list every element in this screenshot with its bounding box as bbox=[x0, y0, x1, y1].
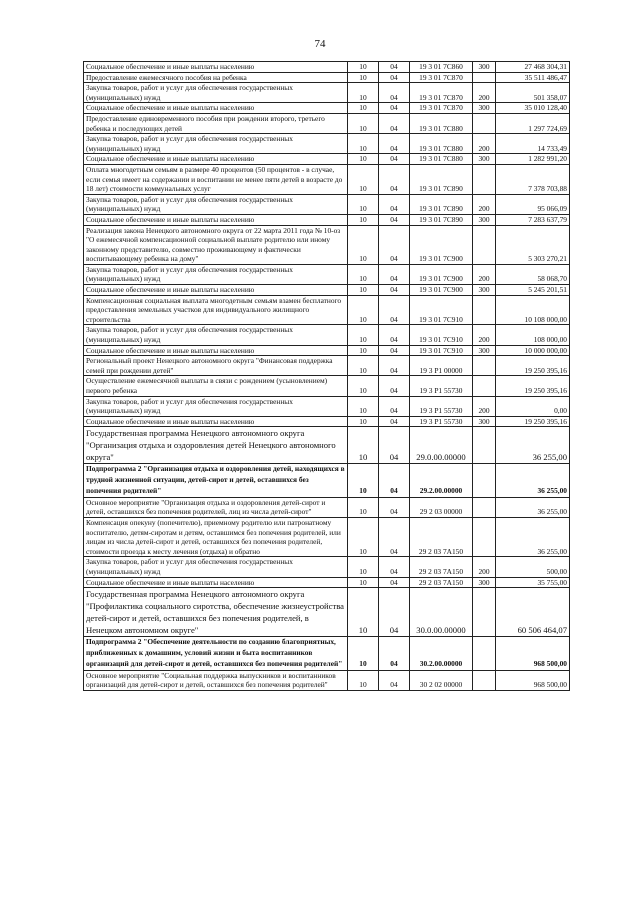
subsection-code: 04 bbox=[379, 264, 410, 284]
section-code: 10 bbox=[348, 416, 379, 427]
target-article-code: 19 3 01 7С870 bbox=[410, 72, 473, 83]
row-name: Региональный проект Ненецкого автономного округа "Финансовая поддержка семей при рождении детей" bbox=[84, 356, 348, 376]
expense-type-code: 200 bbox=[473, 83, 496, 103]
subsection-code: 04 bbox=[379, 345, 410, 356]
target-article-code: 29 2 03 00000 bbox=[410, 497, 473, 517]
expense-type-code: 200 bbox=[473, 325, 496, 345]
section-code: 10 bbox=[348, 72, 379, 83]
subsection-code: 04 bbox=[379, 225, 410, 264]
target-article-code: 19 3 01 7С880 bbox=[410, 134, 473, 154]
row-name: Компенсационная социальная выплата многодетным семьям взамен бесплатного предоставления земельных участков для индивидуального жилищного строительства bbox=[84, 295, 348, 325]
expense-type-code bbox=[473, 113, 496, 133]
table-row bbox=[84, 295, 570, 325]
table-row bbox=[84, 225, 570, 264]
target-article-code: 29 2 03 7А150 bbox=[410, 577, 473, 588]
amount: 0,00 bbox=[496, 396, 570, 416]
table-row bbox=[84, 637, 570, 670]
row-name: Предоставление единовременного пособия при рождении второго, третьего ребенка и последующих детей bbox=[84, 113, 348, 133]
row-name: Социальное обеспечение и иные выплаты населению bbox=[84, 577, 348, 588]
row-name: Компенсация опекуну (попечителю), приемному родителю или патронатному воспитателю, детям-сиротам и детям, оставшимся без попечения родителей, или лицам из числа детей-сирот и детей, оставшихся без попечения родителей, стоимости проезда к месту лечения (отдыха) и обратно bbox=[84, 517, 348, 556]
table-row bbox=[84, 113, 570, 133]
table-row bbox=[84, 164, 570, 194]
page-number: 74 bbox=[314, 38, 326, 50]
section-code: 10 bbox=[348, 264, 379, 284]
section-code: 10 bbox=[348, 356, 379, 376]
table-row bbox=[84, 83, 570, 103]
amount: 35 755,00 bbox=[496, 577, 570, 588]
subsection-code: 04 bbox=[379, 464, 410, 497]
row-name: Закупка товаров, работ и услуг для обеспечения государственных (муниципальных) нужд bbox=[84, 134, 348, 154]
table-row bbox=[84, 134, 570, 154]
amount: 60 506 464,07 bbox=[496, 588, 570, 637]
row-name: Закупка товаров, работ и услуг для обеспечения государственных (муниципальных) нужд bbox=[84, 557, 348, 577]
table-row bbox=[84, 264, 570, 284]
amount: 36 255,00 bbox=[496, 517, 570, 556]
amount: 5 245 201,51 bbox=[496, 285, 570, 296]
amount: 968 500,00 bbox=[496, 670, 570, 690]
expense-type-code: 300 bbox=[473, 214, 496, 225]
row-name: Государственная программа Ненецкого автономного округа "Профилактика социального сиротства, обеспечение жизнеустройства детей-сирот и детей, оставшихся без попечения родителей, в Ненецком автономном округе" bbox=[84, 588, 348, 637]
amount: 36 255,00 bbox=[496, 427, 570, 464]
table-row bbox=[84, 670, 570, 690]
table-row bbox=[84, 345, 570, 356]
subsection-code: 04 bbox=[379, 376, 410, 396]
section-code: 10 bbox=[348, 134, 379, 154]
target-article-code: 19 3 01 7С900 bbox=[410, 285, 473, 296]
target-article-code: 19 3 01 7С910 bbox=[410, 295, 473, 325]
subsection-code: 04 bbox=[379, 113, 410, 133]
target-article-code: 19 3 01 7С910 bbox=[410, 345, 473, 356]
expense-type-code bbox=[473, 376, 496, 396]
target-article-code: 19 3 P1 55730 bbox=[410, 396, 473, 416]
table-row bbox=[84, 62, 570, 73]
target-article-code: 30.0.00.00000 bbox=[410, 588, 473, 637]
row-name: Закупка товаров, работ и услуг для обеспечения государственных (муниципальных) нужд bbox=[84, 396, 348, 416]
table-row bbox=[84, 154, 570, 165]
target-article-code: 19 3 01 7С900 bbox=[410, 225, 473, 264]
table-row bbox=[84, 72, 570, 83]
expense-type-code: 300 bbox=[473, 416, 496, 427]
amount: 36 255,00 bbox=[496, 497, 570, 517]
table-row bbox=[84, 376, 570, 396]
section-code: 10 bbox=[348, 497, 379, 517]
row-name: Закупка товаров, работ и услуг для обеспечения государственных (муниципальных) нужд bbox=[84, 194, 348, 214]
row-name: Основное мероприятие "Организация отдыха и оздоровления детей-сирот и детей, оставшихся без попечения родителей, лиц из числа детей-сирот" bbox=[84, 497, 348, 517]
subsection-code: 04 bbox=[379, 194, 410, 214]
section-code: 10 bbox=[348, 464, 379, 497]
section-code: 10 bbox=[348, 396, 379, 416]
subsection-code: 04 bbox=[379, 577, 410, 588]
amount: 35 511 486,47 bbox=[496, 72, 570, 83]
amount: 36 255,00 bbox=[496, 464, 570, 497]
subsection-code: 04 bbox=[379, 83, 410, 103]
row-name: Социальное обеспечение и иные выплаты населению bbox=[84, 214, 348, 225]
amount: 1 297 724,69 bbox=[496, 113, 570, 133]
budget-table bbox=[83, 61, 570, 691]
table-row bbox=[84, 517, 570, 556]
amount: 95 066,09 bbox=[496, 194, 570, 214]
amount: 19 250 395,16 bbox=[496, 376, 570, 396]
target-article-code: 19 3 01 7С890 bbox=[410, 194, 473, 214]
subsection-code: 04 bbox=[379, 214, 410, 225]
table-row bbox=[84, 325, 570, 345]
row-name: Закупка товаров, работ и услуг для обеспечения государственных (муниципальных) нужд bbox=[84, 83, 348, 103]
target-article-code: 19 3 01 7С890 bbox=[410, 214, 473, 225]
section-code: 10 bbox=[348, 637, 379, 670]
subsection-code: 04 bbox=[379, 154, 410, 165]
table-row bbox=[84, 194, 570, 214]
table-row bbox=[84, 285, 570, 296]
section-code: 10 bbox=[348, 154, 379, 165]
section-code: 10 bbox=[348, 325, 379, 345]
target-article-code: 29 2 03 7А150 bbox=[410, 517, 473, 556]
target-article-code: 19 3 01 7С870 bbox=[410, 103, 473, 114]
subsection-code: 04 bbox=[379, 72, 410, 83]
target-article-code: 19 3 01 7С890 bbox=[410, 164, 473, 194]
row-name: Реализация закона Ненецкого автономного округа от 22 марта 2011 года № 10-оз "О ежемесячной компенсационной социальной выплате родителю или иному законному представителю, совместно проживающему и фактически воспитывающему ребенка на дому" bbox=[84, 225, 348, 264]
section-code: 10 bbox=[348, 427, 379, 464]
amount: 5 303 270,21 bbox=[496, 225, 570, 264]
target-article-code: 19 3 P1 55730 bbox=[410, 376, 473, 396]
target-article-code: 30 2 02 00000 bbox=[410, 670, 473, 690]
amount: 19 250 395,16 bbox=[496, 416, 570, 427]
target-article-code: 19 3 01 7С880 bbox=[410, 154, 473, 165]
section-code: 10 bbox=[348, 103, 379, 114]
section-code: 10 bbox=[348, 113, 379, 133]
amount: 500,00 bbox=[496, 557, 570, 577]
table-row bbox=[84, 427, 570, 464]
subsection-code: 04 bbox=[379, 497, 410, 517]
section-code: 10 bbox=[348, 577, 379, 588]
section-code: 10 bbox=[348, 285, 379, 296]
subsection-code: 04 bbox=[379, 396, 410, 416]
amount: 1 282 991,20 bbox=[496, 154, 570, 165]
expense-type-code: 200 bbox=[473, 264, 496, 284]
amount: 19 250 395,16 bbox=[496, 356, 570, 376]
target-article-code: 29 2 03 7А150 bbox=[410, 557, 473, 577]
expense-type-code bbox=[473, 427, 496, 464]
table-row bbox=[84, 214, 570, 225]
row-name: Закупка товаров, работ и услуг для обеспечения государственных (муниципальных) нужд bbox=[84, 264, 348, 284]
row-name: Закупка товаров, работ и услуг для обеспечения государственных (муниципальных) нужд bbox=[84, 325, 348, 345]
expense-type-code: 200 bbox=[473, 396, 496, 416]
amount: 10 000 000,00 bbox=[496, 345, 570, 356]
table-row bbox=[84, 497, 570, 517]
subsection-code: 04 bbox=[379, 103, 410, 114]
subsection-code: 04 bbox=[379, 670, 410, 690]
table-row bbox=[84, 577, 570, 588]
row-name: Подпрограмма 2 "Организация отдыха и оздоровления детей, находящихся в трудной жизненной ситуации, детей-сирот и детей, оставшихся без попечения родителей" bbox=[84, 464, 348, 497]
subsection-code: 04 bbox=[379, 164, 410, 194]
row-name: Основное мероприятие "Социальная поддержка выпускников и воспитанников организаций для детей-сирот и детей, оставшихся без попечения родителей" bbox=[84, 670, 348, 690]
target-article-code: 19 3 P1 55730 bbox=[410, 416, 473, 427]
subsection-code: 04 bbox=[379, 427, 410, 464]
expense-type-code bbox=[473, 164, 496, 194]
amount: 7 283 637,79 bbox=[496, 214, 570, 225]
expense-type-code: 200 bbox=[473, 134, 496, 154]
expense-type-code bbox=[473, 517, 496, 556]
subsection-code: 04 bbox=[379, 637, 410, 670]
target-article-code: 19 3 01 7С910 bbox=[410, 325, 473, 345]
row-name: Социальное обеспечение и иные выплаты населению bbox=[84, 103, 348, 114]
table-row bbox=[84, 356, 570, 376]
target-article-code: 29.2.00.00000 bbox=[410, 464, 473, 497]
subsection-code: 04 bbox=[379, 295, 410, 325]
row-name: Социальное обеспечение и иные выплаты населению bbox=[84, 416, 348, 427]
row-name: Государственная программа Ненецкого автономного округа "Организация отдыха и оздоровления детей Ненецкого автономного округа" bbox=[84, 427, 348, 464]
row-name: Осуществление ежемесячной выплаты в связи с рождением (усыновлением) первого ребенка bbox=[84, 376, 348, 396]
row-name: Социальное обеспечение и иные выплаты населению bbox=[84, 62, 348, 73]
target-article-code: 19 3 01 7С880 bbox=[410, 113, 473, 133]
amount: 968 500,00 bbox=[496, 637, 570, 670]
amount: 35 010 128,40 bbox=[496, 103, 570, 114]
amount: 10 108 000,00 bbox=[496, 295, 570, 325]
target-article-code: 29.0.00.00000 bbox=[410, 427, 473, 464]
section-code: 10 bbox=[348, 62, 379, 73]
expense-type-code bbox=[473, 670, 496, 690]
section-code: 10 bbox=[348, 225, 379, 264]
amount: 27 468 304,31 bbox=[496, 62, 570, 73]
subsection-code: 04 bbox=[379, 557, 410, 577]
target-article-code: 19 3 01 7С870 bbox=[410, 83, 473, 103]
expense-type-code: 200 bbox=[473, 557, 496, 577]
subsection-code: 04 bbox=[379, 517, 410, 556]
expense-type-code bbox=[473, 225, 496, 264]
table-row bbox=[84, 588, 570, 637]
expense-type-code: 300 bbox=[473, 345, 496, 356]
expense-type-code bbox=[473, 497, 496, 517]
subsection-code: 04 bbox=[379, 356, 410, 376]
subsection-code: 04 bbox=[379, 285, 410, 296]
section-code: 10 bbox=[348, 295, 379, 325]
section-code: 10 bbox=[348, 588, 379, 637]
expense-type-code: 300 bbox=[473, 103, 496, 114]
subsection-code: 04 bbox=[379, 416, 410, 427]
row-name: Социальное обеспечение и иные выплаты населению bbox=[84, 285, 348, 296]
row-name: Социальное обеспечение и иные выплаты населению bbox=[84, 154, 348, 165]
row-name: Социальное обеспечение и иные выплаты населению bbox=[84, 345, 348, 356]
expense-type-code bbox=[473, 72, 496, 83]
amount: 7 378 703,88 bbox=[496, 164, 570, 194]
table-row bbox=[84, 557, 570, 577]
expense-type-code: 300 bbox=[473, 577, 496, 588]
section-code: 10 bbox=[348, 670, 379, 690]
section-code: 10 bbox=[348, 345, 379, 356]
row-name: Предоставление ежемесячного пособия на ребенка bbox=[84, 72, 348, 83]
section-code: 10 bbox=[348, 164, 379, 194]
expense-type-code: 300 bbox=[473, 154, 496, 165]
subsection-code: 04 bbox=[379, 62, 410, 73]
target-article-code: 30.2.00.00000 bbox=[410, 637, 473, 670]
section-code: 10 bbox=[348, 83, 379, 103]
subsection-code: 04 bbox=[379, 134, 410, 154]
table-row bbox=[84, 416, 570, 427]
expense-type-code bbox=[473, 464, 496, 497]
section-code: 10 bbox=[348, 194, 379, 214]
expense-type-code bbox=[473, 588, 496, 637]
subsection-code: 04 bbox=[379, 588, 410, 637]
table-row bbox=[84, 396, 570, 416]
amount: 108 000,00 bbox=[496, 325, 570, 345]
target-article-code: 19 3 P1 00000 bbox=[410, 356, 473, 376]
amount: 14 733,49 bbox=[496, 134, 570, 154]
expense-type-code bbox=[473, 295, 496, 325]
row-name: Оплата многодетным семьям в размере 40 процентов (50 процентов - в случае, если семья имеет на содержании и воспитании не менее пяти детей в возрасте до 18 лет) стоимости коммунальных услуг bbox=[84, 164, 348, 194]
table-row bbox=[84, 464, 570, 497]
target-article-code: 19 3 01 7С860 bbox=[410, 62, 473, 73]
expense-type-code: 200 bbox=[473, 194, 496, 214]
amount: 501 358,07 bbox=[496, 83, 570, 103]
expense-type-code: 300 bbox=[473, 285, 496, 296]
expense-type-code: 300 bbox=[473, 62, 496, 73]
target-article-code: 19 3 01 7С900 bbox=[410, 264, 473, 284]
section-code: 10 bbox=[348, 517, 379, 556]
row-name: Подпрограмма 2 "Обеспечение деятельности по созданию благоприятных, приближенных к домашним, условий жизни и быта воспитанников организаций для детей-сирот и детей, оставшихся без попечения родителей" bbox=[84, 637, 348, 670]
section-code: 10 bbox=[348, 214, 379, 225]
table-row bbox=[84, 103, 570, 114]
expense-type-code bbox=[473, 356, 496, 376]
amount: 58 068,70 bbox=[496, 264, 570, 284]
subsection-code: 04 bbox=[379, 325, 410, 345]
expense-type-code bbox=[473, 637, 496, 670]
section-code: 10 bbox=[348, 376, 379, 396]
section-code: 10 bbox=[348, 557, 379, 577]
